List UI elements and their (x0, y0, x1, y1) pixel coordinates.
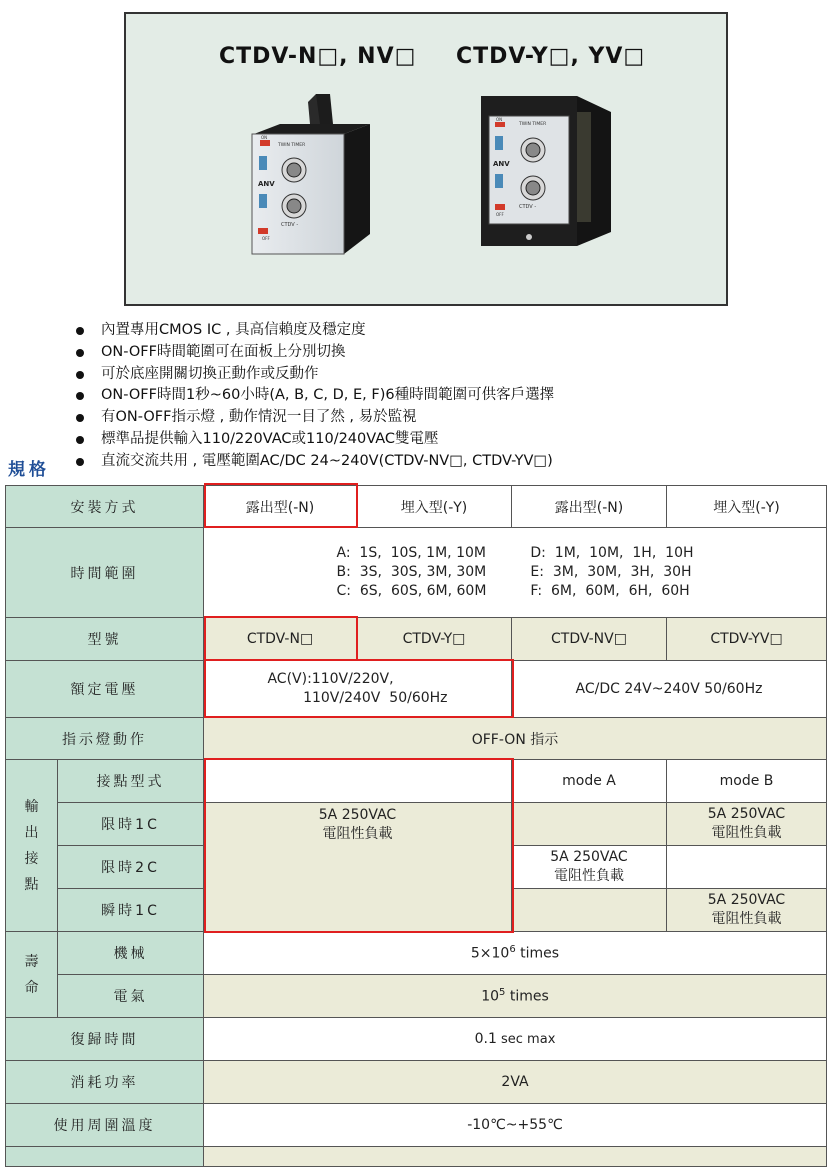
life-elec-base: 10 (481, 988, 500, 1005)
contact-mode-b: mode B (667, 760, 827, 803)
photo-title-right: CTDV-Y□, YV□ (456, 44, 646, 69)
row-life-mech (6, 932, 827, 975)
row-contact-type (6, 760, 827, 803)
model-yv: CTDV-YV□ (667, 618, 827, 661)
label-life-elec: 電氣 (58, 975, 204, 1018)
feature-item: 有ON-OFF指示燈 , 動作情況一目了然 , 易於監視 (75, 407, 554, 429)
life-mech-unit: times (515, 945, 560, 962)
feature-item: ON-OFF時間範圍可在面板上分別切換 (75, 342, 554, 364)
temp-value: -10℃~+55℃ (204, 1104, 827, 1147)
timer-device-flush-mount (481, 92, 611, 252)
model-y: CTDV-Y□ (357, 618, 512, 661)
label-timed-2c: 限時2C (58, 846, 204, 889)
contact-type-blank (204, 760, 512, 803)
label-instant-1c: 瞬時1C (58, 889, 204, 932)
label-install: 安裝方式 (6, 486, 204, 528)
twin-timer-label: TWIN TIMER (278, 143, 306, 148)
label-voltage: 額定電壓 (6, 661, 204, 718)
life-mech-value (204, 932, 827, 975)
cutoff-label (6, 1147, 204, 1167)
life-mech-base: 5×10 (470, 945, 510, 962)
product-photo-panel (124, 12, 728, 306)
label-model: 型號 (6, 618, 204, 661)
timed-2c-mid: 5A 250VAC 電阻性負載 (512, 846, 667, 889)
indicator-value: OFF-ON 指示 (204, 718, 827, 760)
voltage-ac-cell (204, 661, 512, 718)
row-time-range (6, 528, 827, 618)
label-temp: 使用周圍溫度 (6, 1104, 204, 1147)
feature-item: 內置專用CMOS IC , 具高信賴度及穩定度 (75, 320, 554, 342)
voltage-ac: AC(V):110V/220V, 110V/240V 50/60Hz (267, 671, 448, 706)
time-range-left: A: 1S, 10S, 1M, 10M B: 3S, 30S, 3M, 30M C: 6S, 60S, 6M, 60M (336, 545, 487, 599)
feature-list (75, 320, 554, 473)
install-nv: 露出型(-N) (512, 486, 667, 528)
row-life-elec (6, 975, 827, 1018)
row-indicator (6, 718, 827, 760)
life-elec-value (204, 975, 827, 1018)
row-cutoff (6, 1147, 827, 1167)
time-range-right: D: 1M, 10M, 1H, 10H E: 3M, 30M, 3H, 30H F: 6M, 60M, 6H, 60H (530, 545, 694, 599)
feature-item: 可於底座開關切換正動作或反動作 (75, 364, 554, 386)
label-timed-1c: 限時1C (58, 803, 204, 846)
row-voltage (6, 661, 827, 718)
model-label-y: CTDV - (519, 204, 537, 210)
spec-heading: 規格 (8, 460, 50, 480)
instant-1c-mid (512, 889, 667, 932)
feature-item: 標準品提供輸入110/220VAC或110/240VAC雙電壓 (75, 429, 554, 451)
contact-mode-a: mode A (512, 760, 667, 803)
off-label-y: OFF (496, 212, 504, 217)
spec-table (5, 485, 827, 1167)
off-label: OFF (262, 236, 270, 241)
install-yv: 埋入型(-Y) (667, 486, 827, 528)
feature-item: 直流交流共用 , 電壓範圍AC/DC 24~240V(CTDV-NV□, CTDV-YV□) (75, 451, 554, 473)
life-elec-unit: times (505, 988, 549, 1005)
timed-1c-left: 5A 250VAC 電阻性負載 (204, 803, 512, 932)
timed-1c-right: 5A 250VAC 電阻性負載 (667, 803, 827, 846)
label-reset: 復歸時間 (6, 1018, 204, 1061)
label-life-mech: 機械 (58, 932, 204, 975)
label-contact-type: 接點型式 (58, 760, 204, 803)
photo-title-left: CTDV-N□, NV□ (219, 44, 417, 69)
timed-1c-mid (512, 803, 667, 846)
life-mech-exp: 6 (509, 944, 516, 956)
feature-item: ON-OFF時間1秒~60小時(A, B, C, D, E, F)6種時間範圍可供客戶選擇 (75, 385, 554, 407)
on-label-y: ON (496, 117, 503, 122)
instant-1c-right: 5A 250VAC 電阻性負載 (667, 889, 827, 932)
brand-anv-y: ANV (493, 160, 510, 168)
model-label: CTDV - (281, 222, 299, 228)
twin-timer-label-y: TWIN TIMER (519, 122, 547, 127)
life-elec-exp: 5 (499, 987, 506, 999)
row-model (6, 618, 827, 661)
label-output-group: 輸 出 接 點 (6, 760, 58, 932)
timer-device-surface-mount (246, 94, 374, 264)
on-label: ON (261, 135, 268, 140)
model-nv: CTDV-NV□ (512, 618, 667, 661)
label-time-range: 時間範圍 (6, 528, 204, 618)
install-y: 埋入型(-Y) (357, 486, 512, 528)
row-temp (6, 1104, 827, 1147)
row-reset (6, 1018, 827, 1061)
power-value: 2VA (204, 1061, 827, 1104)
row-power (6, 1061, 827, 1104)
row-install (6, 486, 827, 528)
reset-unit: sec max (496, 1032, 556, 1047)
reset-value (204, 1018, 827, 1061)
timed-2c-right (667, 846, 827, 889)
reset-number: 0.1 (474, 1031, 497, 1047)
model-n: CTDV-N□ (204, 618, 357, 661)
row-timed-1c (6, 803, 827, 846)
time-range-values (204, 528, 827, 618)
brand-anv: ANV (258, 180, 275, 188)
voltage-acdc: AC/DC 24V~240V 50/60Hz (512, 661, 827, 718)
cutoff-value (204, 1147, 827, 1167)
label-power: 消耗功率 (6, 1061, 204, 1104)
label-life-group: 壽 命 (6, 932, 58, 1018)
install-n: 露出型(-N) (204, 486, 357, 528)
label-indicator: 指示燈動作 (6, 718, 204, 760)
